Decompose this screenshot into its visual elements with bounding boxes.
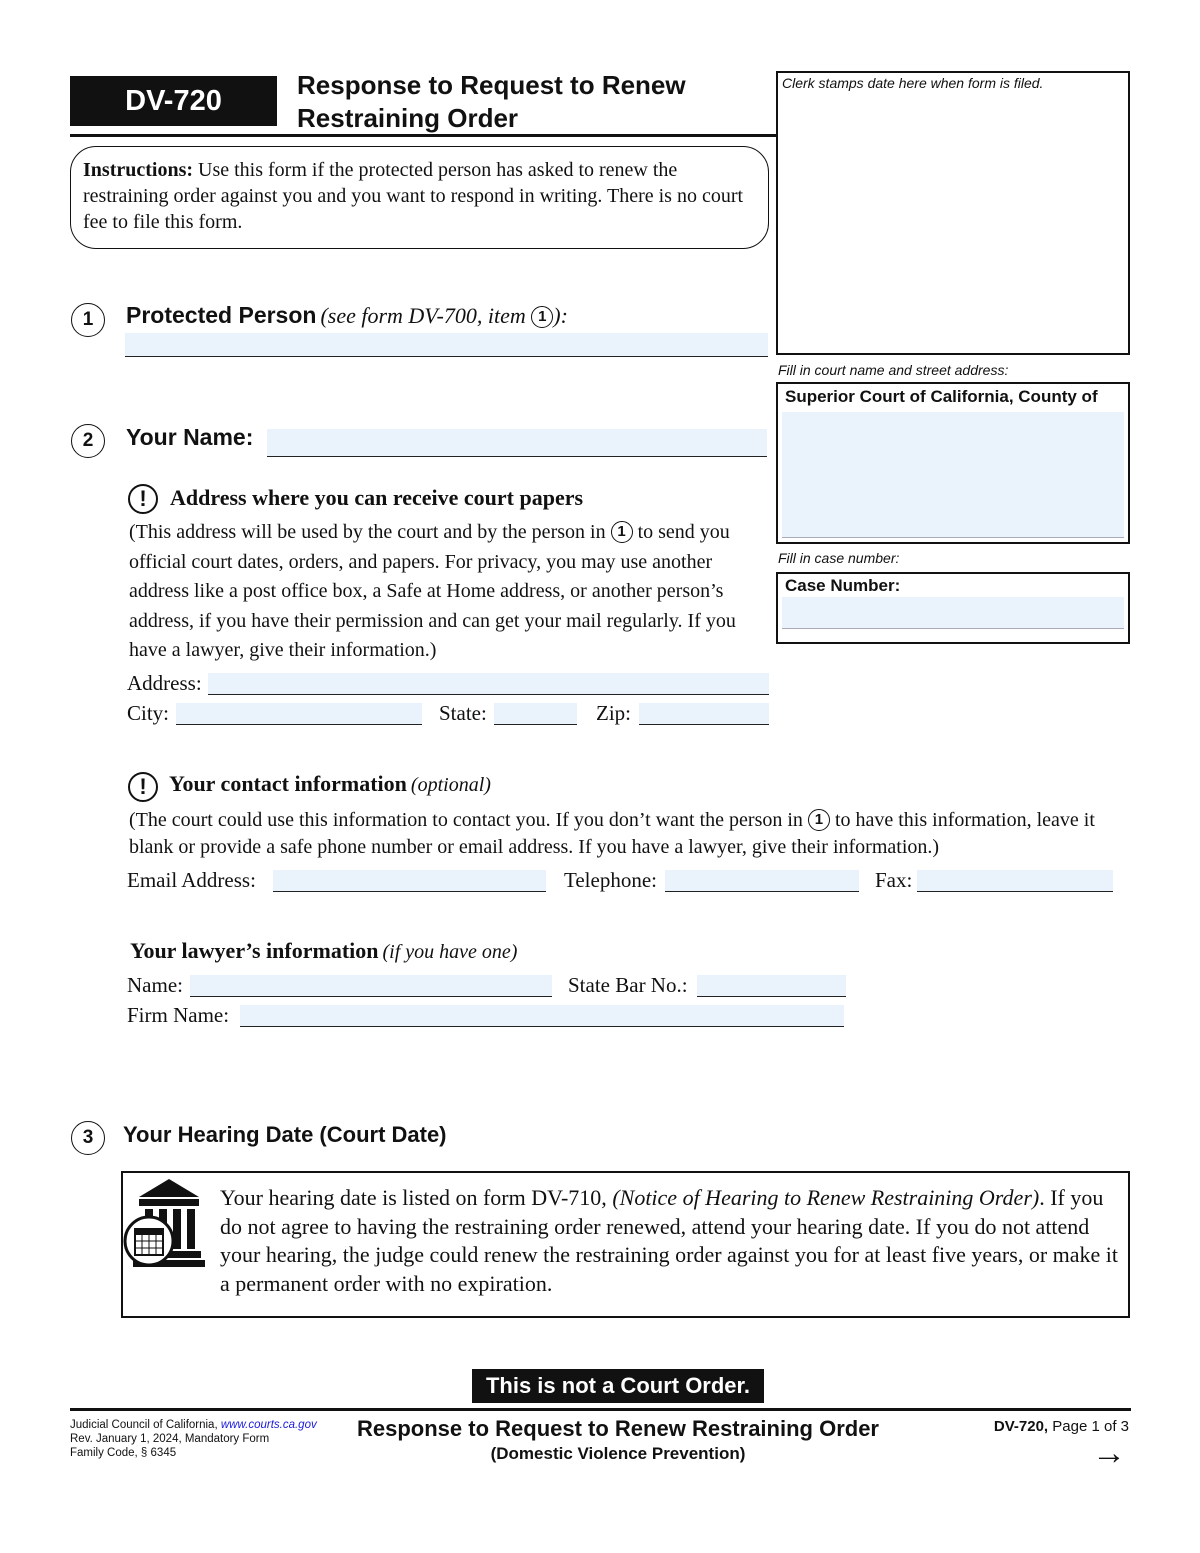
city-input[interactable] xyxy=(176,703,422,725)
contact-heading-text: Your contact information xyxy=(169,771,407,796)
form-id: DV-720 xyxy=(125,84,222,117)
header-rule xyxy=(70,134,776,137)
case-number-input[interactable] xyxy=(782,597,1124,629)
instructions-box xyxy=(70,146,769,249)
contact-ref-circle: 1 xyxy=(808,809,830,831)
contact-text-part2: to have this information, leave it blank or provide a safe phone number or email address. If you have a lawyer, give their information.) xyxy=(129,809,1095,858)
instructions-text: Use this form if the protected person has asked to renew the restraining order against you and you want to respond in writing. There is no court fee to file this form. xyxy=(83,159,744,233)
contact-section-heading xyxy=(169,771,491,797)
lawyer-heading-text: Your lawyer’s information xyxy=(130,938,379,963)
court-box-caption: Fill in court name and street address: xyxy=(778,362,1009,378)
state-bar-label: State Bar No.: xyxy=(568,973,688,997)
form-id-badge xyxy=(70,76,277,126)
hearing-date-text xyxy=(220,1184,1120,1298)
court-box-heading: Superior Court of California, County of xyxy=(785,387,1098,406)
address-section-text xyxy=(129,518,774,666)
state-input[interactable] xyxy=(494,703,577,725)
courthouse-calendar-icon xyxy=(123,1173,215,1273)
footer-left xyxy=(70,1418,317,1460)
zip-input[interactable] xyxy=(639,703,769,725)
footer-revision: Rev. January 1, 2024, Mandatory Form xyxy=(70,1433,270,1445)
your-name-input[interactable] xyxy=(267,429,767,457)
item-1-ref-circle: 1 xyxy=(531,306,553,328)
footer-code: Family Code, § 6345 xyxy=(70,1447,177,1459)
item-1-number: 1 xyxy=(71,303,105,337)
email-label: Email Address: xyxy=(127,868,256,892)
case-box xyxy=(776,572,1130,644)
form-title xyxy=(297,69,767,135)
address-label: Address: xyxy=(127,671,202,695)
item-3-title: Your Hearing Date (Court Date) xyxy=(123,1122,447,1147)
protected-person-input[interactable] xyxy=(125,333,768,357)
contact-heading-note: (optional) xyxy=(410,774,491,796)
fax-label: Fax: xyxy=(875,868,913,892)
address-section-heading: Address where you can receive court papers xyxy=(170,485,584,510)
city-label: City: xyxy=(127,701,170,725)
your-name-label: Your Name: xyxy=(126,424,254,450)
exclamation-icon: ! xyxy=(128,484,158,514)
lawyer-name-input[interactable] xyxy=(190,975,552,997)
item-1-heading xyxy=(126,302,568,329)
item-1-note-prefix: (see form DV-700, item xyxy=(320,303,532,328)
item-1-note-suffix: ): xyxy=(553,303,568,328)
footer-rule xyxy=(70,1408,1131,1411)
footer-title: Response to Request to Renew Restraining Order xyxy=(357,1416,879,1441)
footer-council: Judicial Council of California, xyxy=(70,1419,221,1431)
next-page-arrow-icon: → xyxy=(1092,1434,1126,1472)
footer-page: Page 1 of 3 xyxy=(1048,1418,1129,1435)
footer-subtitle: (Domestic Violence Prevention) xyxy=(490,1444,746,1463)
address-text-part2: to send you official court dates, orders, and papers. For privacy, you may use another address like a post office box, a Safe at Home address, or another person’s address, if you have their permission and can get your mail regularly. If you have a lawyer, give their information.) xyxy=(129,521,736,661)
not-court-order-banner xyxy=(472,1369,764,1403)
lawyer-section-heading xyxy=(130,938,517,964)
hearing-text-part2: . If you do not agree to having the restraining order renewed, attend your hearing date. If you do not attend your hearing, the judge could renew the restraining order against you for at least five years, or make it a permanent order with no expiration. xyxy=(220,1185,1119,1296)
state-bar-input[interactable] xyxy=(697,975,846,997)
contact-text-part1: (The court could use this information to contact you. If you don’t want the person in xyxy=(129,809,808,831)
footer-form-ref: DV-720, xyxy=(993,1418,1049,1435)
form-title-line2: Restraining Order xyxy=(297,103,519,133)
footer-center xyxy=(318,1416,918,1464)
contact-section-text xyxy=(129,807,1119,861)
exclamation-icon: ! xyxy=(128,772,158,802)
telephone-input[interactable] xyxy=(665,870,859,892)
fax-input[interactable] xyxy=(917,870,1113,892)
footer-website-link[interactable]: www.courts.ca.gov xyxy=(220,1419,317,1431)
address-ref-circle: 1 xyxy=(611,521,633,543)
not-court-order-text: This is not a Court Order. xyxy=(485,1373,751,1398)
court-box xyxy=(776,382,1130,544)
item-2-number: 2 xyxy=(71,424,105,458)
case-box-caption: Fill in case number: xyxy=(778,550,900,566)
address-input[interactable] xyxy=(208,673,769,695)
zip-label: Zip: xyxy=(596,701,631,725)
firm-name-label: Firm Name: xyxy=(127,1003,230,1027)
hearing-date-box xyxy=(121,1171,1130,1318)
court-name-input[interactable] xyxy=(782,412,1124,538)
clerk-stamp-box xyxy=(776,71,1130,355)
state-label: State: xyxy=(439,701,487,725)
item-1-title: Protected Person xyxy=(126,302,317,328)
hearing-text-italic: (Notice of Hearing to Renew Restraining Order) xyxy=(612,1185,1040,1210)
email-input[interactable] xyxy=(273,870,546,892)
lawyer-heading-note: (if you have one) xyxy=(382,941,518,963)
lawyer-name-label: Name: xyxy=(127,973,183,997)
address-text-part1: (This address will be used by the court and by the person in xyxy=(129,521,611,543)
instructions-label: Instructions: xyxy=(83,159,194,181)
item-3-number: 3 xyxy=(71,1121,105,1155)
footer-right xyxy=(900,1418,1129,1435)
hearing-text-part1: Your hearing date is listed on form DV-710, xyxy=(220,1185,613,1210)
firm-name-input[interactable] xyxy=(240,1005,844,1027)
case-box-heading: Case Number: xyxy=(785,576,901,595)
telephone-label: Telephone: xyxy=(564,868,657,892)
clerk-stamp-label: Clerk stamps date here when form is filed. xyxy=(782,75,1044,91)
form-title-line1: Response to Request to Renew xyxy=(297,70,686,100)
